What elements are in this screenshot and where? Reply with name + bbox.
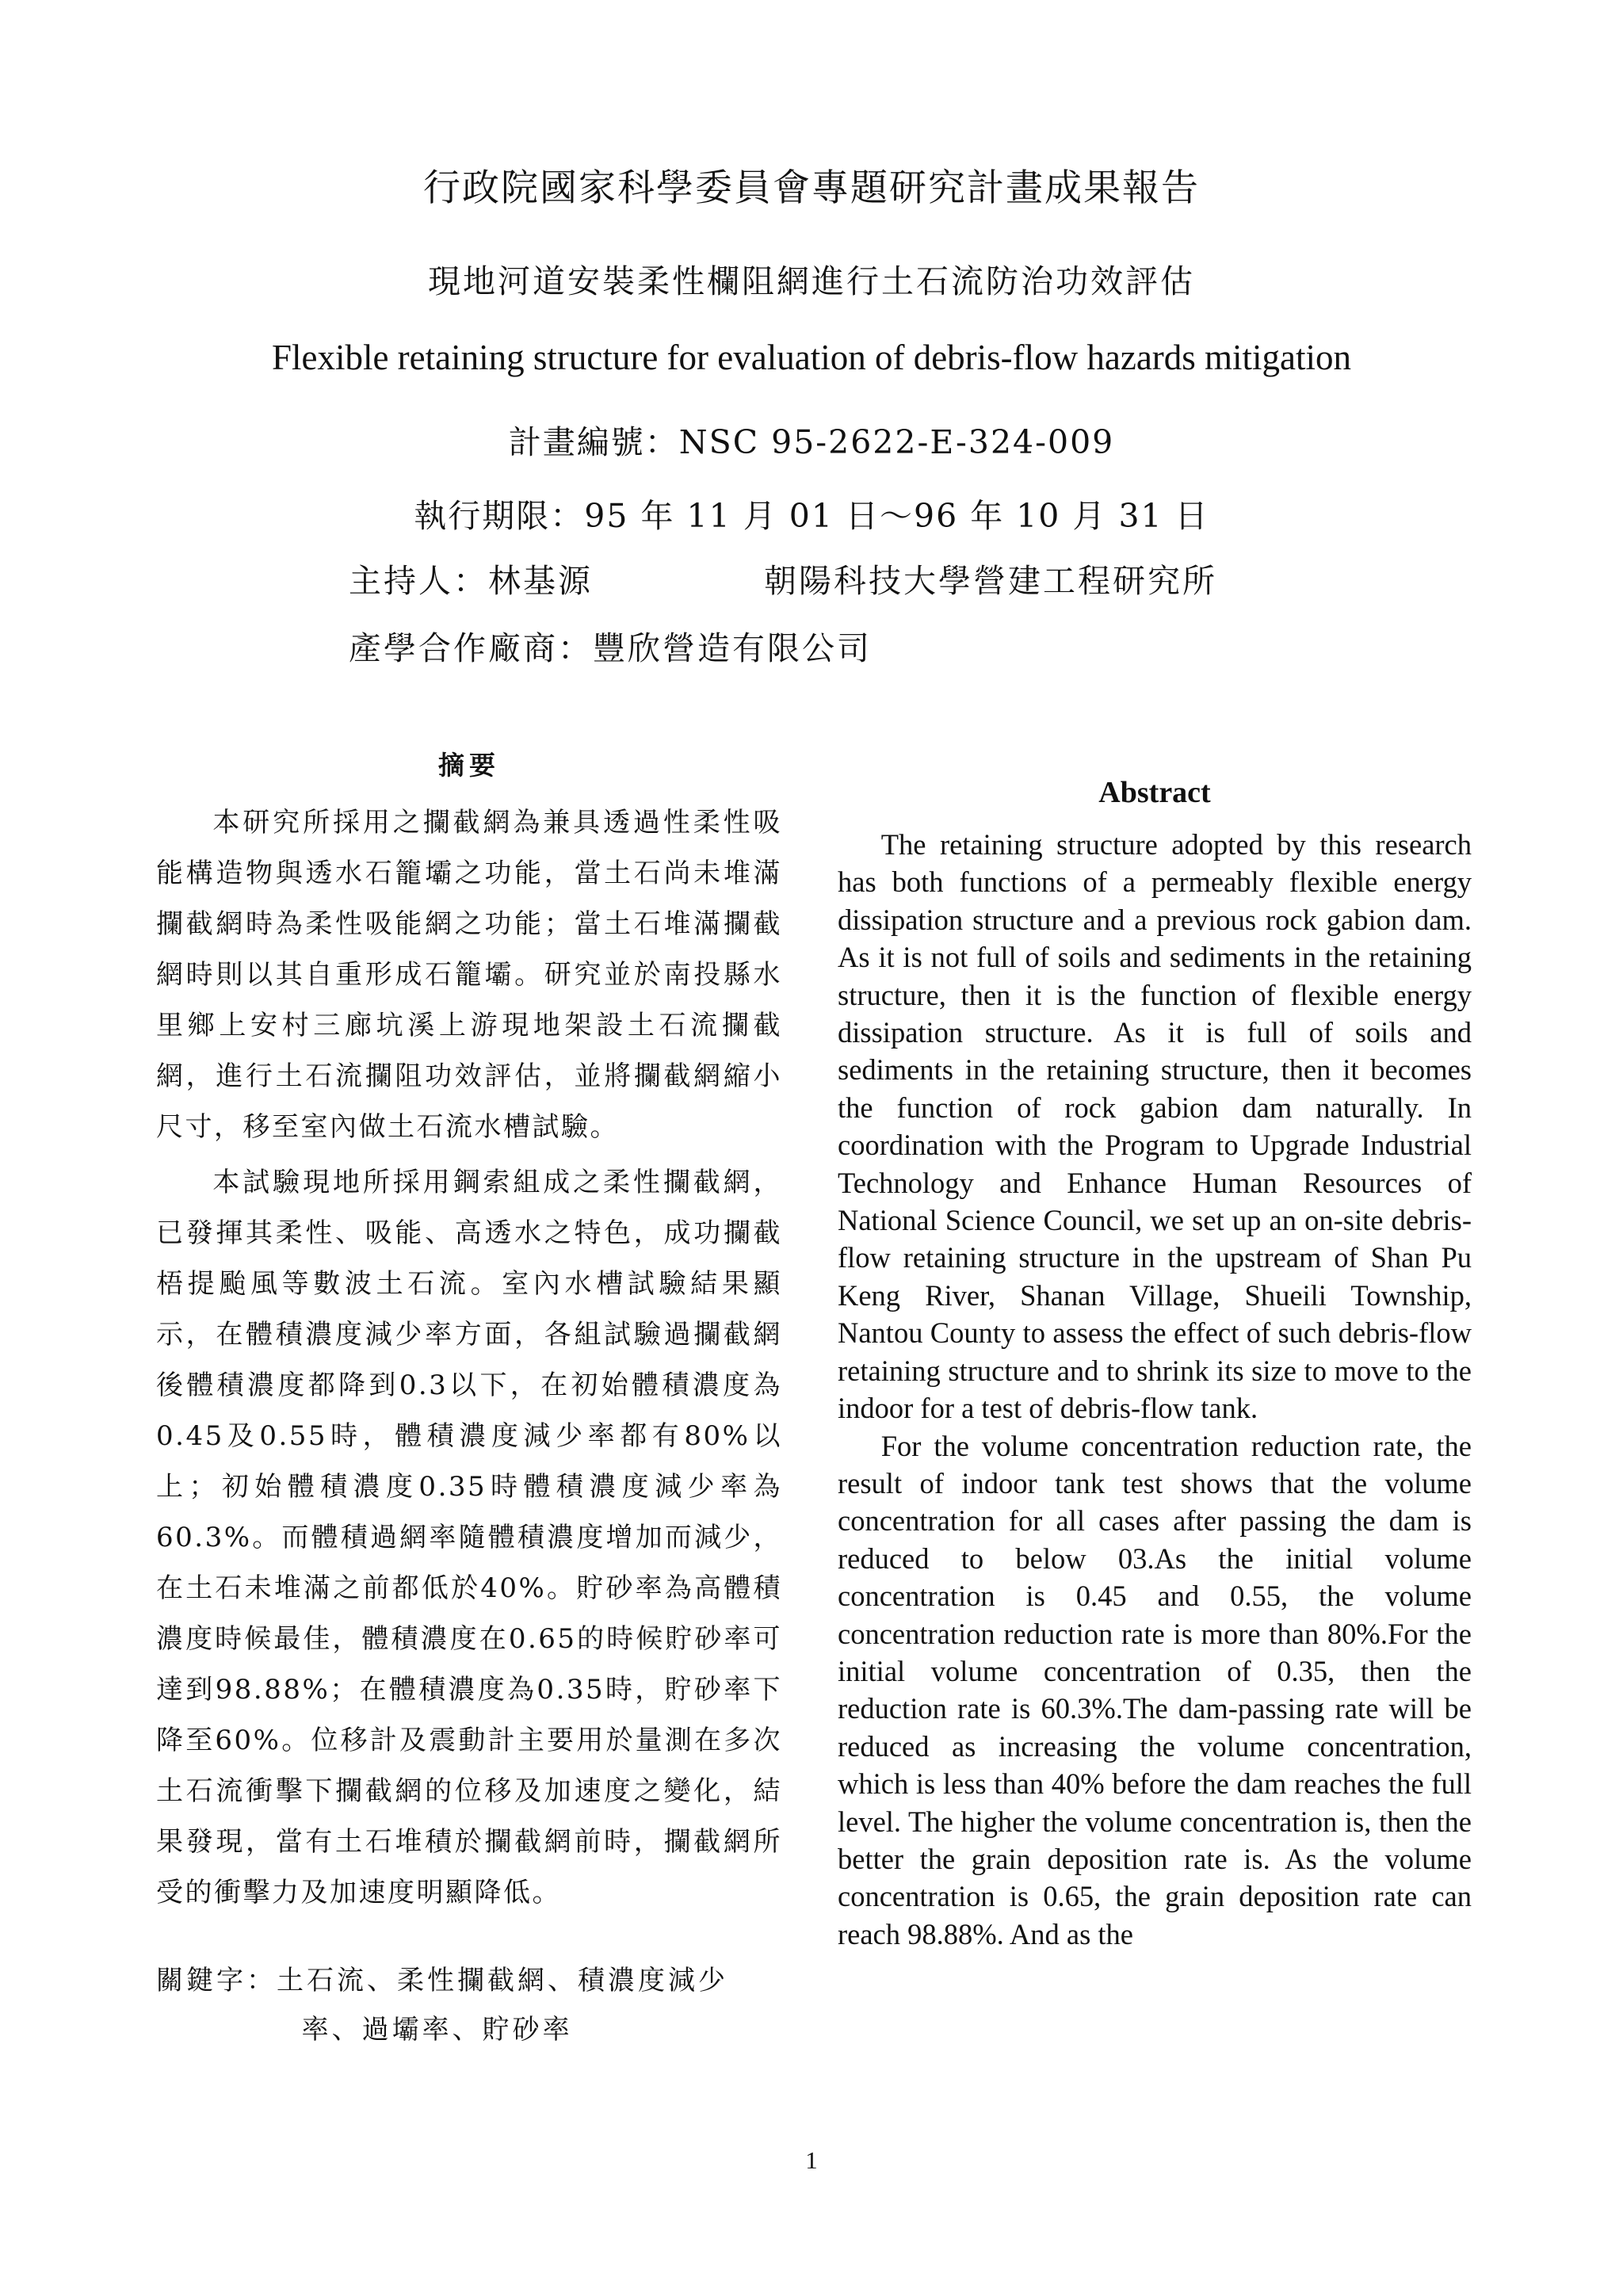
english-abstract-paragraph: For the volume concentration reduction rate, the result of indoor tank test shows that the volume concentration for all cases after passing the dam is reduced to below 03.As the initial volume concentration is 0.45 and 0.55, the volume concentration reduction rate is more than 80%.For the initial volume concentration of 0.35, then the reduction rate is 60.3%.The dam-passing rate will be reduced as increasing the volume concentration, which is less than 40% before the dam reaches the full level. The higher the volume concentration is, then the better the grain deposition rate is. As the volume concentration is 0.65, the grain deposition rate can reach 98.88%. And as the bbox=[838, 1429, 1472, 1950]
chinese-abstract-paragraph: 本研究所採用之攔截網為兼具透過性柔性吸能構造物與透水石籠壩之功能，當土石尚未堆滿攔截網時為柔性吸能網之功能；當土石堆滿攔截網時則以其自重形成石籠壩。研究並於南投縣水里鄉上安村三廊坑溪上游現地架設土石流攔截網，進行土石流攔阻功效評估，並將攔截網縮小尺寸，移至室內做土石流水槽試驗。 bbox=[156, 807, 782, 1143]
project-number: 計畫編號：NSC 95-2622-E-324-009 bbox=[508, 423, 1115, 461]
chinese-abstract-paragraph: 本試驗現地所採用鋼索組成之柔性攔截網，已發揮其柔性、吸能、高透水之特色，成功攔截梧提颱風等數波土石流。室內水槽試驗結果顯示，在體積濃度減少率方面，各組試驗過攔截網後體積濃度都降到0.3以下，在初始體積濃度為0.45及0.55時，體積濃度減少率都有80%以上；初始體積濃度0.35時體積濃度減少率為60.3%。而體積過網率隨體積濃度增加而減少，在土石未堆滿之前都低於40%。貯砂率為高體積濃度時候最佳，體積濃度在0.65的時候貯砂率可達到98.88%；在體積濃度為0.35時，貯砂率下降至60%。位移計及震動計主要用於量測在多次土石流衝擊下攔截網的位移及加速度之變化，結果發現，當有土石堆積於攔截網前時，攔截網所受的衝擊力及加速度明顯降低。 bbox=[156, 1167, 782, 1908]
principal-investigator: 主持人：林基源 bbox=[349, 562, 593, 600]
english-abstract-column bbox=[838, 775, 1472, 1953]
industry-partner: 產學合作廠商：豐欣營造有限公司 bbox=[349, 629, 872, 667]
keywords: 關鍵字：土石流、柔性攔截網、積濃度減少率、過壩率、貯砂率 bbox=[156, 1965, 728, 2046]
page-number: 1 bbox=[805, 2146, 818, 2174]
principal-investigator-row bbox=[349, 555, 1217, 602]
chinese-abstract-heading: 摘要 bbox=[438, 750, 500, 781]
english-abstract-heading: Abstract bbox=[1098, 776, 1211, 809]
chinese-abstract-column bbox=[156, 745, 782, 2054]
project-period: 執行期限：95 年 11 月 01 日～96 年 10 月 31 日 bbox=[414, 497, 1209, 535]
english-abstract-paragraph: The retaining structure adopted by this research has both functions of a permeably flexible energy dissipation structure and a previous rock gabion dam. As it is not full of soils and sediments in the retaining structure, then it is the function of flexible energy dissipation structure. As it is full of soils and sediments in the retaining structure, then it becomes the function of rock gabion dam naturally. In coordination with the Program to Upgrade Industrial Technology and Enhance Human Resources of National Science Council, we set up an on-site debris-flow retaining structure in the upstream of Shan Pu Keng River, Shanan Village, Shueili Township, Nantou County to assess the effect of such debris-flow retaining structure and to shrink its size to move to the indoor for a test of debris-flow tank. bbox=[838, 828, 1472, 1425]
project-title-en: Flexible retaining structure for evaluation of debris-flow hazards mitigation bbox=[271, 338, 1352, 377]
institution: 朝陽科技大學營建工程研究所 bbox=[764, 562, 1217, 600]
project-title-zh: 現地河道安裝柔性欄阻網進行土石流防治功效評估 bbox=[428, 262, 1195, 300]
report-title: 行政院國家科學委員會專題研究計畫成果報告 bbox=[423, 166, 1200, 210]
